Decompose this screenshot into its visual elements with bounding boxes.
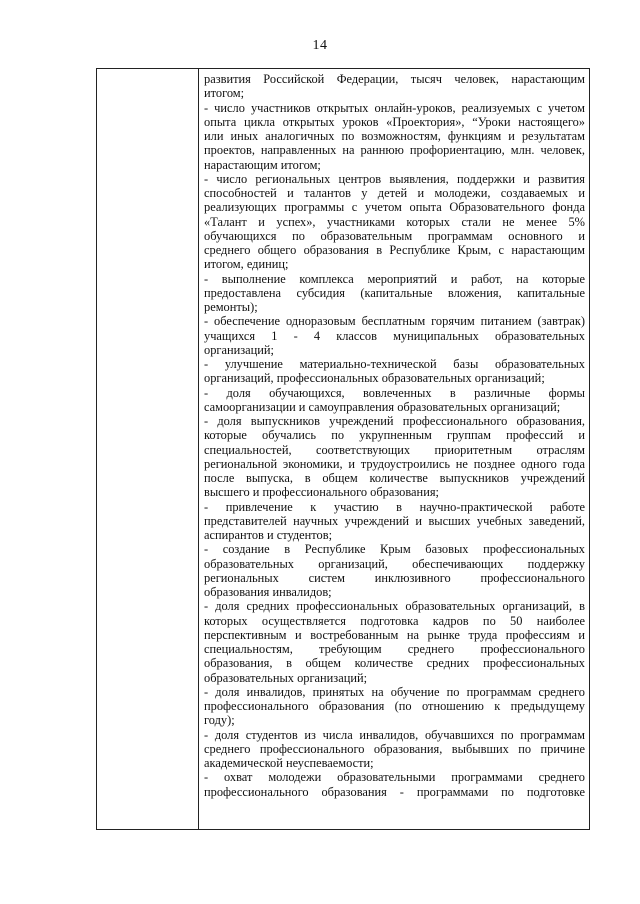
indicator-table [96, 68, 590, 830]
table-left-column [97, 69, 199, 829]
text-line: самоорганизации и самоуправления образовательных организаций; [204, 399, 561, 414]
text-line: которые обучались по укрупненным группам профессий и [204, 428, 585, 443]
text-line: высшего и профессионального образования; [204, 485, 439, 500]
text-line: нарастающим итогом; [204, 157, 321, 172]
text-line: региональных систем инклюзивного профессионального [204, 570, 585, 585]
text-line: - улучшение материально-технической базы образовательных [204, 357, 585, 371]
text-line: образования, в общем количестве средних профессиональных [204, 656, 585, 671]
text-line: - число региональных центров выявления, поддержки и развития [204, 171, 585, 186]
text-line: итогом; [204, 86, 245, 101]
text-line: представителей научных учреждений и высших учебных заведений, [204, 513, 585, 528]
text-line: развития Российской Федерации, тысяч человек, нарастающим [204, 72, 585, 86]
text-line: году); [204, 713, 235, 728]
text-line: - доля обучающихся, вовлеченных в различные формы [204, 385, 585, 400]
text-line: - выполнение комплекса мероприятий и работ, на которые [204, 271, 585, 286]
text-line: - привлечение к участию в научно-практической работе [204, 499, 585, 514]
text-line: организаций, профессиональных образовательных организаций; [204, 371, 545, 386]
page-number: 14 [312, 38, 328, 53]
text-line: профессионального образования (по отношению к предыдущему [204, 699, 585, 713]
text-line: образовательных организаций; [204, 670, 368, 685]
text-line: опыта цикла открытых уроков «Проектория», “Уроки настоящего» [204, 114, 585, 129]
text-line: организаций; [204, 342, 274, 357]
text-line: - доля инвалидов, принятых на обучение по программам среднего [204, 684, 585, 699]
text-line: - число участников открытых онлайн-уроков, реализуемых с учетом [204, 100, 585, 115]
text-line: - обеспечение одноразовым бесплатным горячим питанием (завтрак) [204, 314, 585, 329]
text-line: ремонты); [204, 300, 258, 314]
text-line: обучающихся по образовательным программам основного и [204, 228, 585, 243]
text-line: среднего общего образования в Республике Крым, с нарастающим [204, 243, 585, 257]
text-line: региональной экономики, и трудоустроились не позднее одного года [204, 456, 585, 471]
text-line: после выпуска, в общем количестве выпускников учреждений [204, 471, 585, 485]
text-line: перспективным и востребованным на рынке труда профессиям и [204, 627, 585, 642]
table-right-column [200, 69, 589, 829]
text-line: проектов, направленных на раннюю профориентацию, млн. человек, [204, 143, 585, 158]
text-line: или иных аналогичных по возможностям, функциям и результатам [204, 129, 585, 143]
text-line: профессионального образования - программами по подготовке [204, 784, 585, 799]
text-line: образования инвалидов; [204, 585, 332, 599]
text-line: которых осуществляется подготовка кадров по 50 наиболее [204, 613, 585, 628]
text-line: учащихся 1 - 4 классов муниципальных образовательных [204, 328, 585, 343]
text-line: - охват молодежи образовательными программами среднего [204, 770, 585, 785]
text-line: академической неуспеваемости; [204, 756, 374, 770]
text-line: - доля выпускников учреждений профессионального образования, [204, 414, 585, 428]
text-line: способностей и талантов у детей и молодежи, создаваемых и [204, 186, 585, 200]
text-line: итогом, единиц; [204, 257, 289, 272]
text-line: «Талант и успех», участниками которых стали не менее 5% [204, 214, 585, 229]
text-line: - доля средних профессиональных образовательных организаций, в [204, 599, 585, 614]
text-line: среднего профессионального образования, выбывших по причине [204, 741, 585, 756]
text-line: - доля студентов из числа инвалидов, обучавшихся по программам [204, 727, 585, 742]
text-line: предоставлена субсидия (капитальные вложения, капитальные [204, 285, 585, 300]
text-line: - создание в Республике Крым базовых профессиональных [204, 542, 585, 557]
text-line: специальностей, соответствующих приоритетным отраслям [204, 442, 585, 457]
text-line: специальностям, требующим среднего профессионального [204, 642, 585, 656]
text-line: аспирантов и студентов; [204, 528, 333, 542]
text-line: реализующих программы с учетом опыта Образовательного фонда [204, 200, 585, 215]
text-line: образовательных организаций, обеспечивающих поддержку [204, 556, 585, 571]
